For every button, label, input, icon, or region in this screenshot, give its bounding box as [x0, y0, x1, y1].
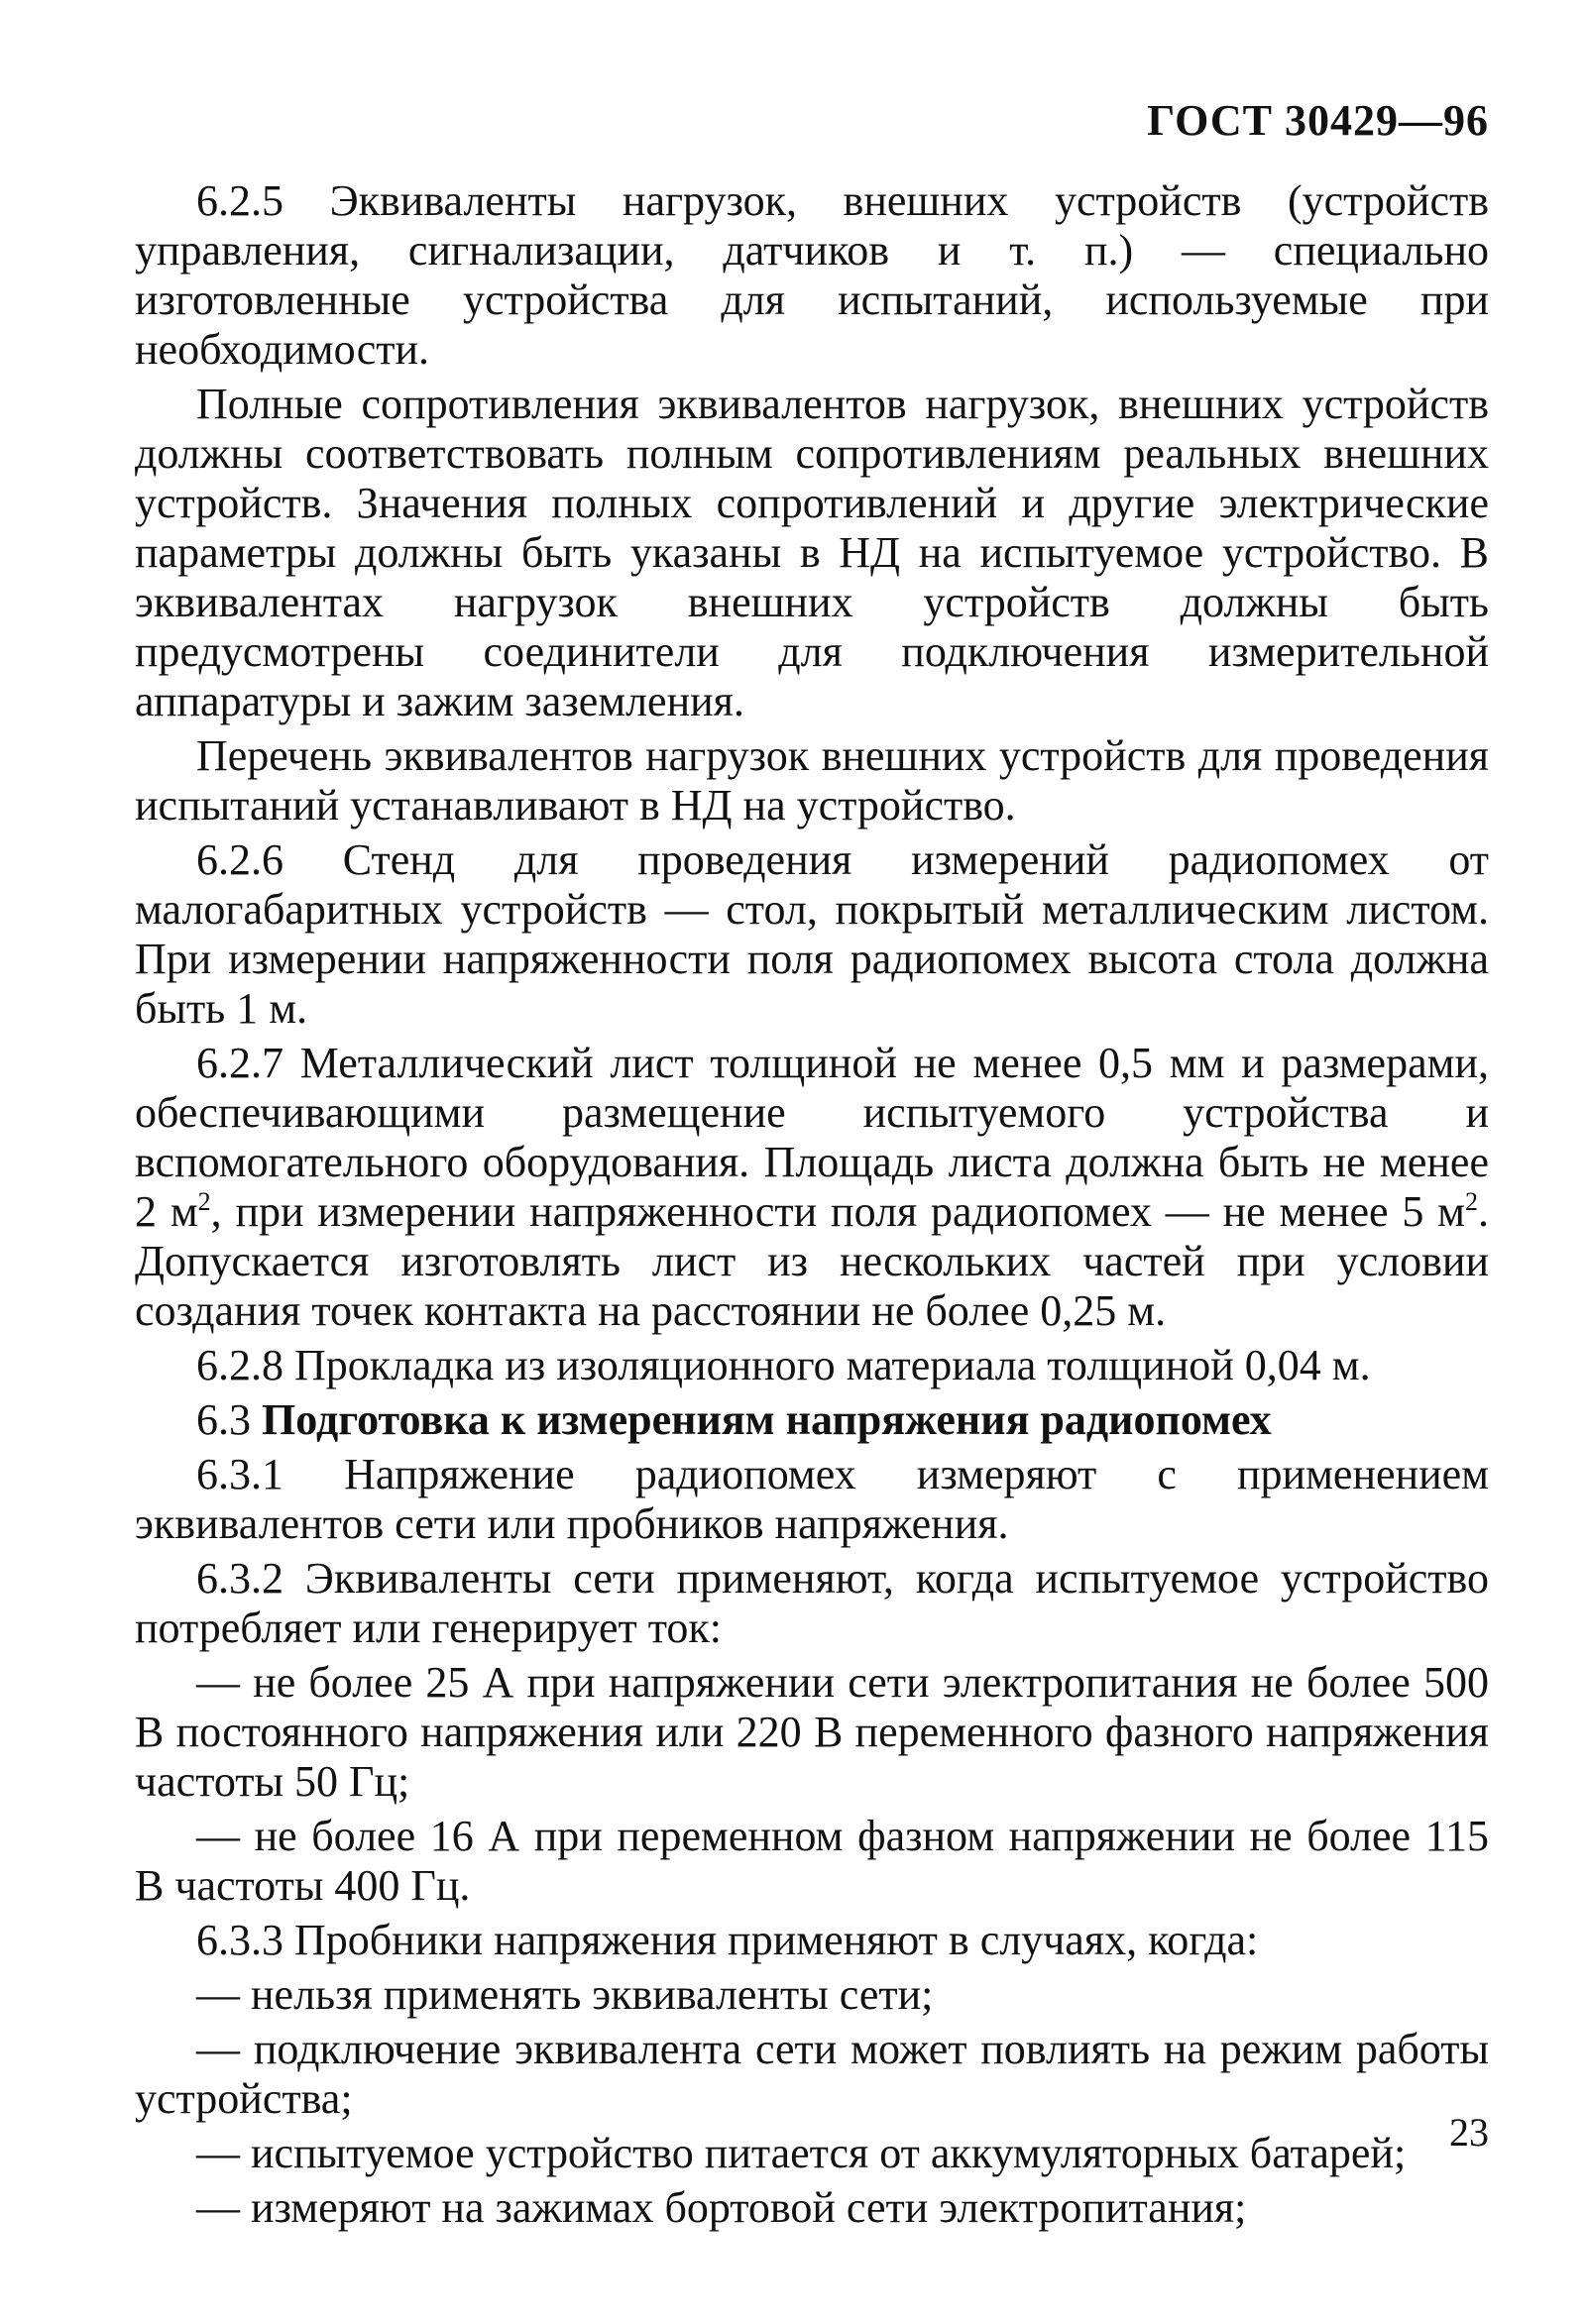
paragraph-6-3-1: 6.3.1 Напряжение радиопомех измеряют с применением эквивалентов сети или пробников напряжения. — [135, 1450, 1489, 1548]
paragraph-6-2-7 — [135, 1039, 1489, 1336]
paragraph-6-2-6: 6.2.6 Стенд для проведения измерений радиопомех от малогабаритных устройств — стол, покрытый металлическим листом. При измерении напряженности поля радиопомех высота стола должна быть 1 м. — [135, 835, 1489, 1033]
list-item-battery-powered: — испытуемое устройство питается от аккумуляторных батарей; — [196, 2129, 1407, 2177]
paragraph-6-3-2: 6.3.2 Эквиваленты сети применяют, когда испытуемое устройство потребляет или генерирует ток: — [135, 1554, 1489, 1652]
paragraph-equivalents-list: Перечень эквивалентов нагрузок внешних устройств для проведения испытаний устанавливают в НД на устройство. — [135, 731, 1489, 830]
paragraph-6-2-7-part2: , при измерении напряженности поля радиопомех — не менее 5 м — [210, 1187, 1466, 1236]
section-number: 6.3 — [196, 1395, 262, 1444]
section-heading-6-3 — [135, 1395, 1489, 1445]
list-item-current-25a: — не более 25 А при напряжении сети электропитания не более 500 В постоянного напряжения или 220 В переменного фазного напряжения частоты 50 Гц; — [135, 1658, 1489, 1806]
body-text — [135, 176, 1489, 2238]
paragraph-6-2-7-part3: . Допускается изготовлять лист из нескольких частей при условии создания точек контакта на расстоянии не более 0,25 м. — [135, 1187, 1490, 1335]
list-item-no-equivalents: — нельзя применять эквиваленты сети; — [196, 1970, 934, 2019]
section-title: Подготовка к измерениям напряжения радиопомех — [262, 1395, 1272, 1444]
page-number: 23 — [1449, 2110, 1489, 2155]
list-item-mode-influence: — подключение эквивалента сети может повлиять на режим работы устройства; — [135, 2025, 1489, 2123]
superscript-square: 2 — [197, 1187, 211, 1216]
list-item-current-16a: — не более 16 А при переменном фазном напряжении не более 115 В частоты 400 Гц. — [135, 1812, 1489, 1910]
paragraph-equivalents-impedance: Полные сопротивления эквивалентов нагрузок, внешних устройств должны соответствовать полным сопротивлениям реальных внешних устройств. Значения полных сопротивлений и другие электрические параметры должны быть указаны в НД на испытуемое устройство. В эквивалентах нагрузок внешних устройств должны быть предусмотрены соединители для подключения измерительной аппаратуры и зажим заземления. — [135, 380, 1489, 725]
paragraph-6-2-7-part1: 6.2.7 Металлический лист толщиной не менее 0,5 мм и размерами, обеспечивающими размещение испытуемого устройства и вспомогательного оборудования. Площадь листа должна быть не менее 2 м — [135, 1039, 1489, 1236]
superscript-square: 2 — [1465, 1187, 1479, 1216]
list-item-onboard-network: — измеряют на зажимах бортовой сети электропитания; — [196, 2183, 1247, 2232]
paragraph-6-2-8: 6.2.8 Прокладка из изоляционного материала толщиной 0,04 м. — [196, 1341, 1371, 1389]
paragraph-6-3-3: 6.3.3 Пробники напряжения применяют в случаях, когда: — [196, 1916, 1259, 1964]
paragraph-6-2-5: 6.2.5 Эквиваленты нагрузок, внешних устройств (устройств управления, сигнализации, датчиков и т. п.) — специально изготовленные устройства для испытаний, используемые при необходимости. — [135, 176, 1489, 374]
standard-designation: ГОСТ 30429—96 — [1147, 96, 1489, 145]
